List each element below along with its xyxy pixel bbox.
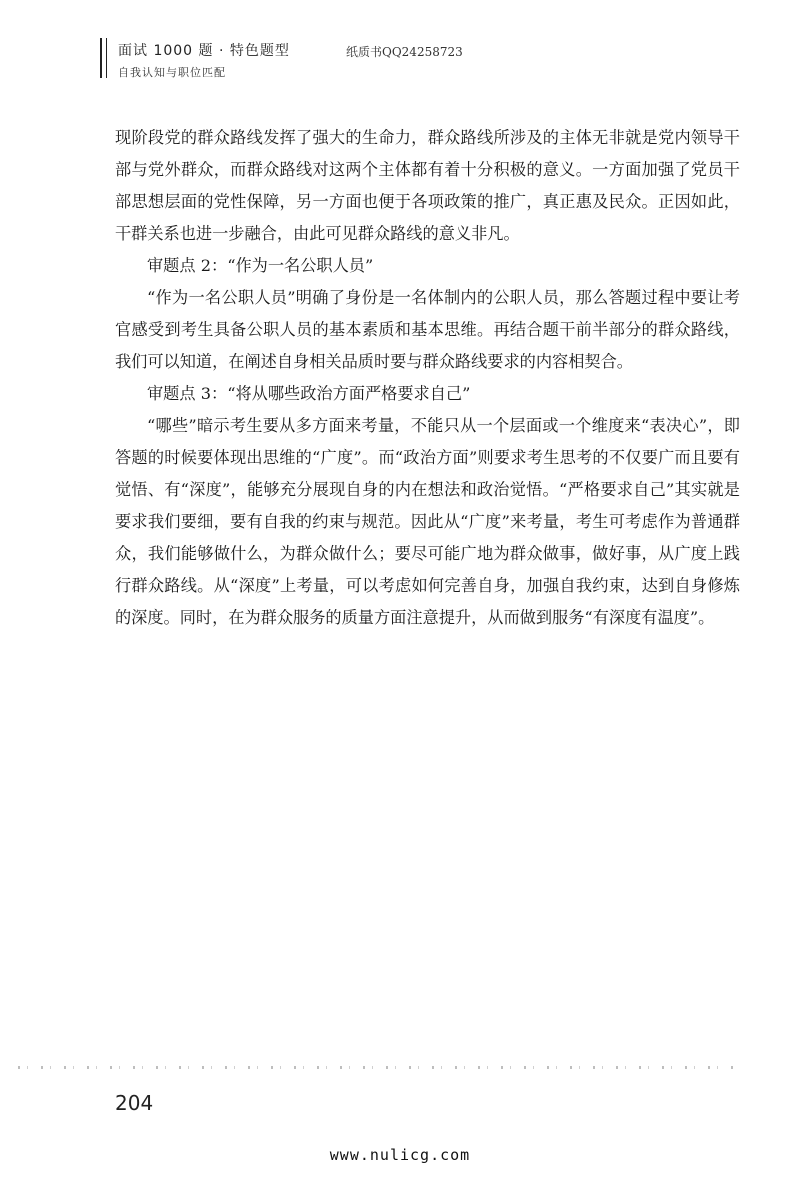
review-point-2-heading: 审题点 2：“作为一名公职人员” bbox=[147, 256, 374, 275]
book-title: 面试 1000 题 · 特色题型 bbox=[118, 43, 290, 59]
header-divider-bar bbox=[100, 38, 107, 78]
paragraph-2: “作为一名公职人员”明确了身份是一名体制内的公职人员，那么答题过程中要让考官感受到考生具备公职人员的基本素质和基本思维。再结合题干前半部分的群众路线，我们可以知道，在阐述自身相关品质时要与群众路线要求的内容相契合。 bbox=[115, 288, 740, 371]
chapter-subtitle: 自我认知与职位匹配 bbox=[118, 66, 226, 79]
page-number: 204 bbox=[115, 1091, 154, 1115]
watermark-text: 纸质书QQ24258723 bbox=[346, 45, 463, 59]
body-text bbox=[115, 122, 740, 634]
paragraph-1: 现阶段党的群众路线发挥了强大的生命力，群众路线所涉及的主体无非就是党内领导干部与党外群众，而群众路线对这两个主体都有着十分积极的意义。一方面加强了党员干部思想层面的党性保障，另一方面也便于各项政策的推广，真正惠及民众。正因如此，干群关系也进一步融合，由此可见群众路线的意义非凡。 bbox=[115, 128, 740, 243]
review-point-3-heading: 审题点 3：“将从哪些政治方面严格要求自己” bbox=[147, 384, 471, 403]
footer-url: www.nulicg.com bbox=[329, 1146, 471, 1164]
scan-noise-line bbox=[18, 1066, 738, 1069]
paragraph-3: “哪些”暗示考生要从多方面来考量，不能只从一个层面或一个维度来“表决心”，即答题的时候要体现出思维的“广度”。而“政治方面”则要求考生思考的不仅要广而且要有觉悟、有“深度”，能够充分展现自身的内在想法和政治觉悟。“严格要求自己”其实就是要求我们要细，要有自我的约束与规范。因此从“广度”来考量，考生可考虑作为普通群众，我们能够做什么，为群众做什么；要尽可能广地为群众做事，做好事，从广度上践行群众路线。从“深度”上考量，可以考虑如何完善自身，加强自我约束，达到自身修炼的深度。同时，在为群众服务的质量方面注意提升，从而做到服务“有深度有温度”。 bbox=[115, 416, 740, 627]
